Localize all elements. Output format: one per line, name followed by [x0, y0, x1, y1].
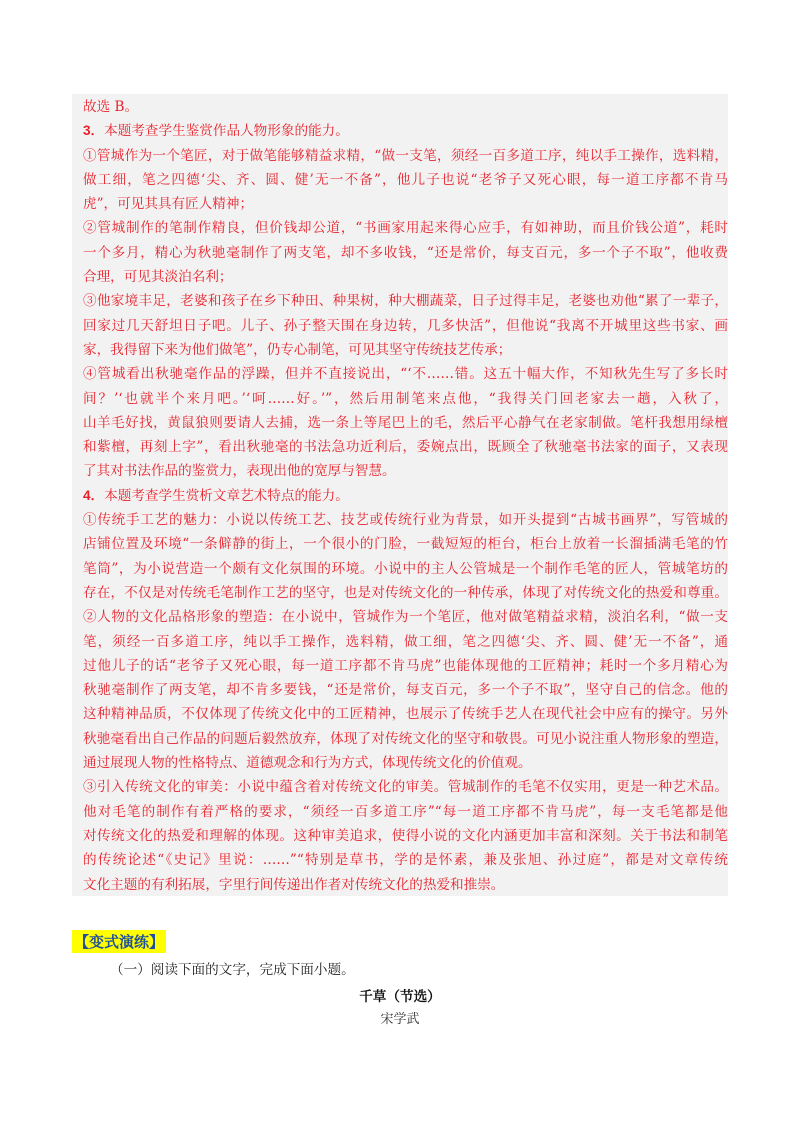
line-text: 的传统论述“《史记》里说：……”“特别是草书，学的是怀素，兼及张旭、孙过庭”，都是对文章传统 — [83, 852, 728, 869]
line-text: 他对毛笔的制作有着严格的要求，“须经一百多道工序”“每一道工序都不肯马虎”，每一支毛笔都是他 — [83, 803, 728, 820]
line-text: ①传统手工艺的魅力：小说以传统工艺、技艺或传统行业为背景，如开头提到“古城书画界”，写管城的 — [83, 512, 728, 529]
text-line — [83, 848, 728, 872]
text-line — [83, 387, 728, 411]
text-line — [83, 459, 728, 483]
section-heading: 【变式演练】 — [72, 930, 166, 953]
line-text: 山羊毛好找，黄鼠狼则要请人去捕，选一条上等尾巴上的毛，然后平心静气在老家制做。笔杆我想用绿檀 — [83, 414, 728, 431]
text-line — [83, 362, 728, 386]
line-text: ②管城制作的笔制作精良，但价钱却公道，“书画家用起来得心应手，有如神助，而且价钱公道”，耗时 — [83, 220, 728, 237]
text-line — [83, 289, 728, 313]
text-line — [83, 144, 728, 168]
line-text: ③引入传统文化的审美：小说中蕴含着对传统文化的审美。管城制作的毛笔不仅实用，更是一种艺术品。 — [83, 779, 728, 796]
answer-explanation — [83, 95, 728, 897]
line-text: ①管城作为一个笔匠，对于做笔能够精益求精，“做一支笔，须经一百多道工序，纯以手工操作，选料精， — [83, 147, 728, 164]
question-number: 4． — [83, 487, 105, 503]
text-line — [83, 873, 728, 897]
line-text: 对传统文化的热爱和理解的体现。这种审美追求，使得小说的文化内涵更加丰富和深刻。关于书法和制笔 — [83, 827, 728, 844]
article-author: 宋学武 — [380, 1012, 420, 1027]
line-text: ③他家境丰足，老婆和孩子在乡下种田、种果树，种大棚蔬菜，日子过得丰足，老婆也劝他“累了一辈子， — [83, 293, 728, 310]
line-text: 故选 B。 — [83, 99, 139, 115]
line-text: 本题考查学生鉴赏作品人物形象的能力。 — [104, 123, 349, 140]
text-line — [83, 265, 728, 289]
line-text: 存在，不仅是对传统毛笔制作工艺的坚守，也是对传统文化的一种传承，体现了对传统文化的热爱和尊重。 — [83, 584, 728, 601]
line-text: 笔筒”，为小说营造一个颇有文化氛围的环境。小说中的主人公管城是一个制作毛笔的匠人，管城笔坊的 — [83, 560, 728, 577]
line-text: 秋驰毫看出自己作品的问题后毅然放弃，体现了对传统文化的坚守和敬畏。可见小说注重人物形象的塑造， — [83, 730, 728, 747]
line-text: 回家过几天舒坦日子吧。儿子、孙子整天围在身边转，几多快活”，但他说“我离不开城里这些书家、画 — [83, 317, 728, 334]
line-text: 秋驰毫制作了两支笔，却不肯多要钱，“还是常价，每支百元，多一个子不取”，坚守自己的信念。他的 — [83, 682, 728, 699]
line-text: 做工细，笔之四德‘尖、齐、圆、健’无一不备”，他儿子也说“老爷子又死心眼，每一道工序都不肯马 — [83, 171, 728, 188]
text-line — [83, 581, 728, 605]
text-line — [83, 192, 728, 216]
line-text: ②人物的文化品格形象的塑造：在小说中，管城作为一个笔匠，他对做笔精益求精，淡泊名利，“做一支 — [83, 609, 728, 626]
line-text: 合理，可见其淡泊名利； — [83, 269, 233, 286]
text-line — [83, 775, 728, 799]
text-line — [83, 411, 728, 435]
line-text: 虎”，可见其具有匠人精神； — [83, 196, 254, 213]
text-line — [83, 727, 728, 751]
text-line — [83, 168, 728, 192]
text-line — [83, 338, 728, 362]
question-number: 3． — [83, 123, 105, 139]
reading-instruction: （一）阅读下面的文字，完成下面小题。 — [110, 962, 355, 978]
line-text: 文化主题的有利拓展，字里行间传递出作者对传统文化的热爱和推崇。 — [83, 876, 505, 893]
line-text: 店铺位置及环境“一条僻静的街上，一个很小的门脸，一截短短的柜台，柜台上放着一长溜插满毛笔的竹 — [83, 536, 728, 553]
line-text: 通过展现人物的性格特点、道德观念和行为方式，体现传统文化的价值观。 — [83, 755, 532, 772]
text-line — [83, 702, 728, 726]
line-text: 家，我得留下来为他们做笔”，仍专心制笔，可见其坚守传统技艺传承； — [83, 341, 512, 358]
text-line — [83, 678, 728, 702]
text-line — [83, 532, 728, 556]
text-line — [83, 241, 728, 265]
line-text: 这种精神品质，不仅体现了传统文化中的工匠精神，也展示了传统手艺人在现代社会中应有的操守。另外 — [83, 706, 728, 723]
text-line — [83, 216, 728, 240]
line-text: 笔，须经一百多道工序，纯以手工操作，选料精，做工细，笔之四德‘尖、齐、圆、健’无一不备”，通 — [83, 633, 728, 650]
text-line — [83, 824, 728, 848]
text-line — [83, 654, 728, 678]
text-line — [83, 95, 728, 119]
line-text: 和紫檀，再刻上字”，看出秋驰毫的书法急功近利后，委婉点出，既顾全了秋驰毫书法家的面子，又表现 — [83, 439, 728, 456]
text-line — [83, 630, 728, 654]
line-text: 本题考查学生赏析文章艺术特点的能力。 — [104, 487, 349, 504]
line-text: ④管城看出秋驰毫作品的浮躁，但并不直接说出，“‘不……错。这五十幅大作，不知秋先生写了多长时 — [83, 366, 728, 383]
text-line — [83, 751, 728, 775]
text-line — [83, 557, 728, 581]
article-title: 千草（节选） — [359, 989, 441, 1005]
text-line — [83, 435, 728, 459]
text-line — [83, 605, 728, 629]
text-line — [83, 800, 728, 824]
line-text: 了其对书法作品的鉴赏力，表现出他的宽厚与智慧。 — [83, 463, 396, 480]
line-text: 一个多月，精心为秋驰毫制作了两支笔，却不多收钱，“还是常价，每支百元，多一个子不取”，他收费 — [83, 244, 728, 261]
text-line — [83, 484, 728, 508]
text-line — [83, 119, 728, 143]
line-text: 间？’‘也就半个来月吧。’‘呵……好。’”，然后用制笔来点他，“我得关门回老家去一趟，入秋了， — [83, 390, 728, 407]
text-line — [83, 314, 728, 338]
line-text: 过他儿子的话“老爷子又死心眼，每一道工序都不肯马虎”也能体现他的工匠精神；耗时一个多月精心为 — [83, 657, 728, 674]
text-line — [83, 508, 728, 532]
